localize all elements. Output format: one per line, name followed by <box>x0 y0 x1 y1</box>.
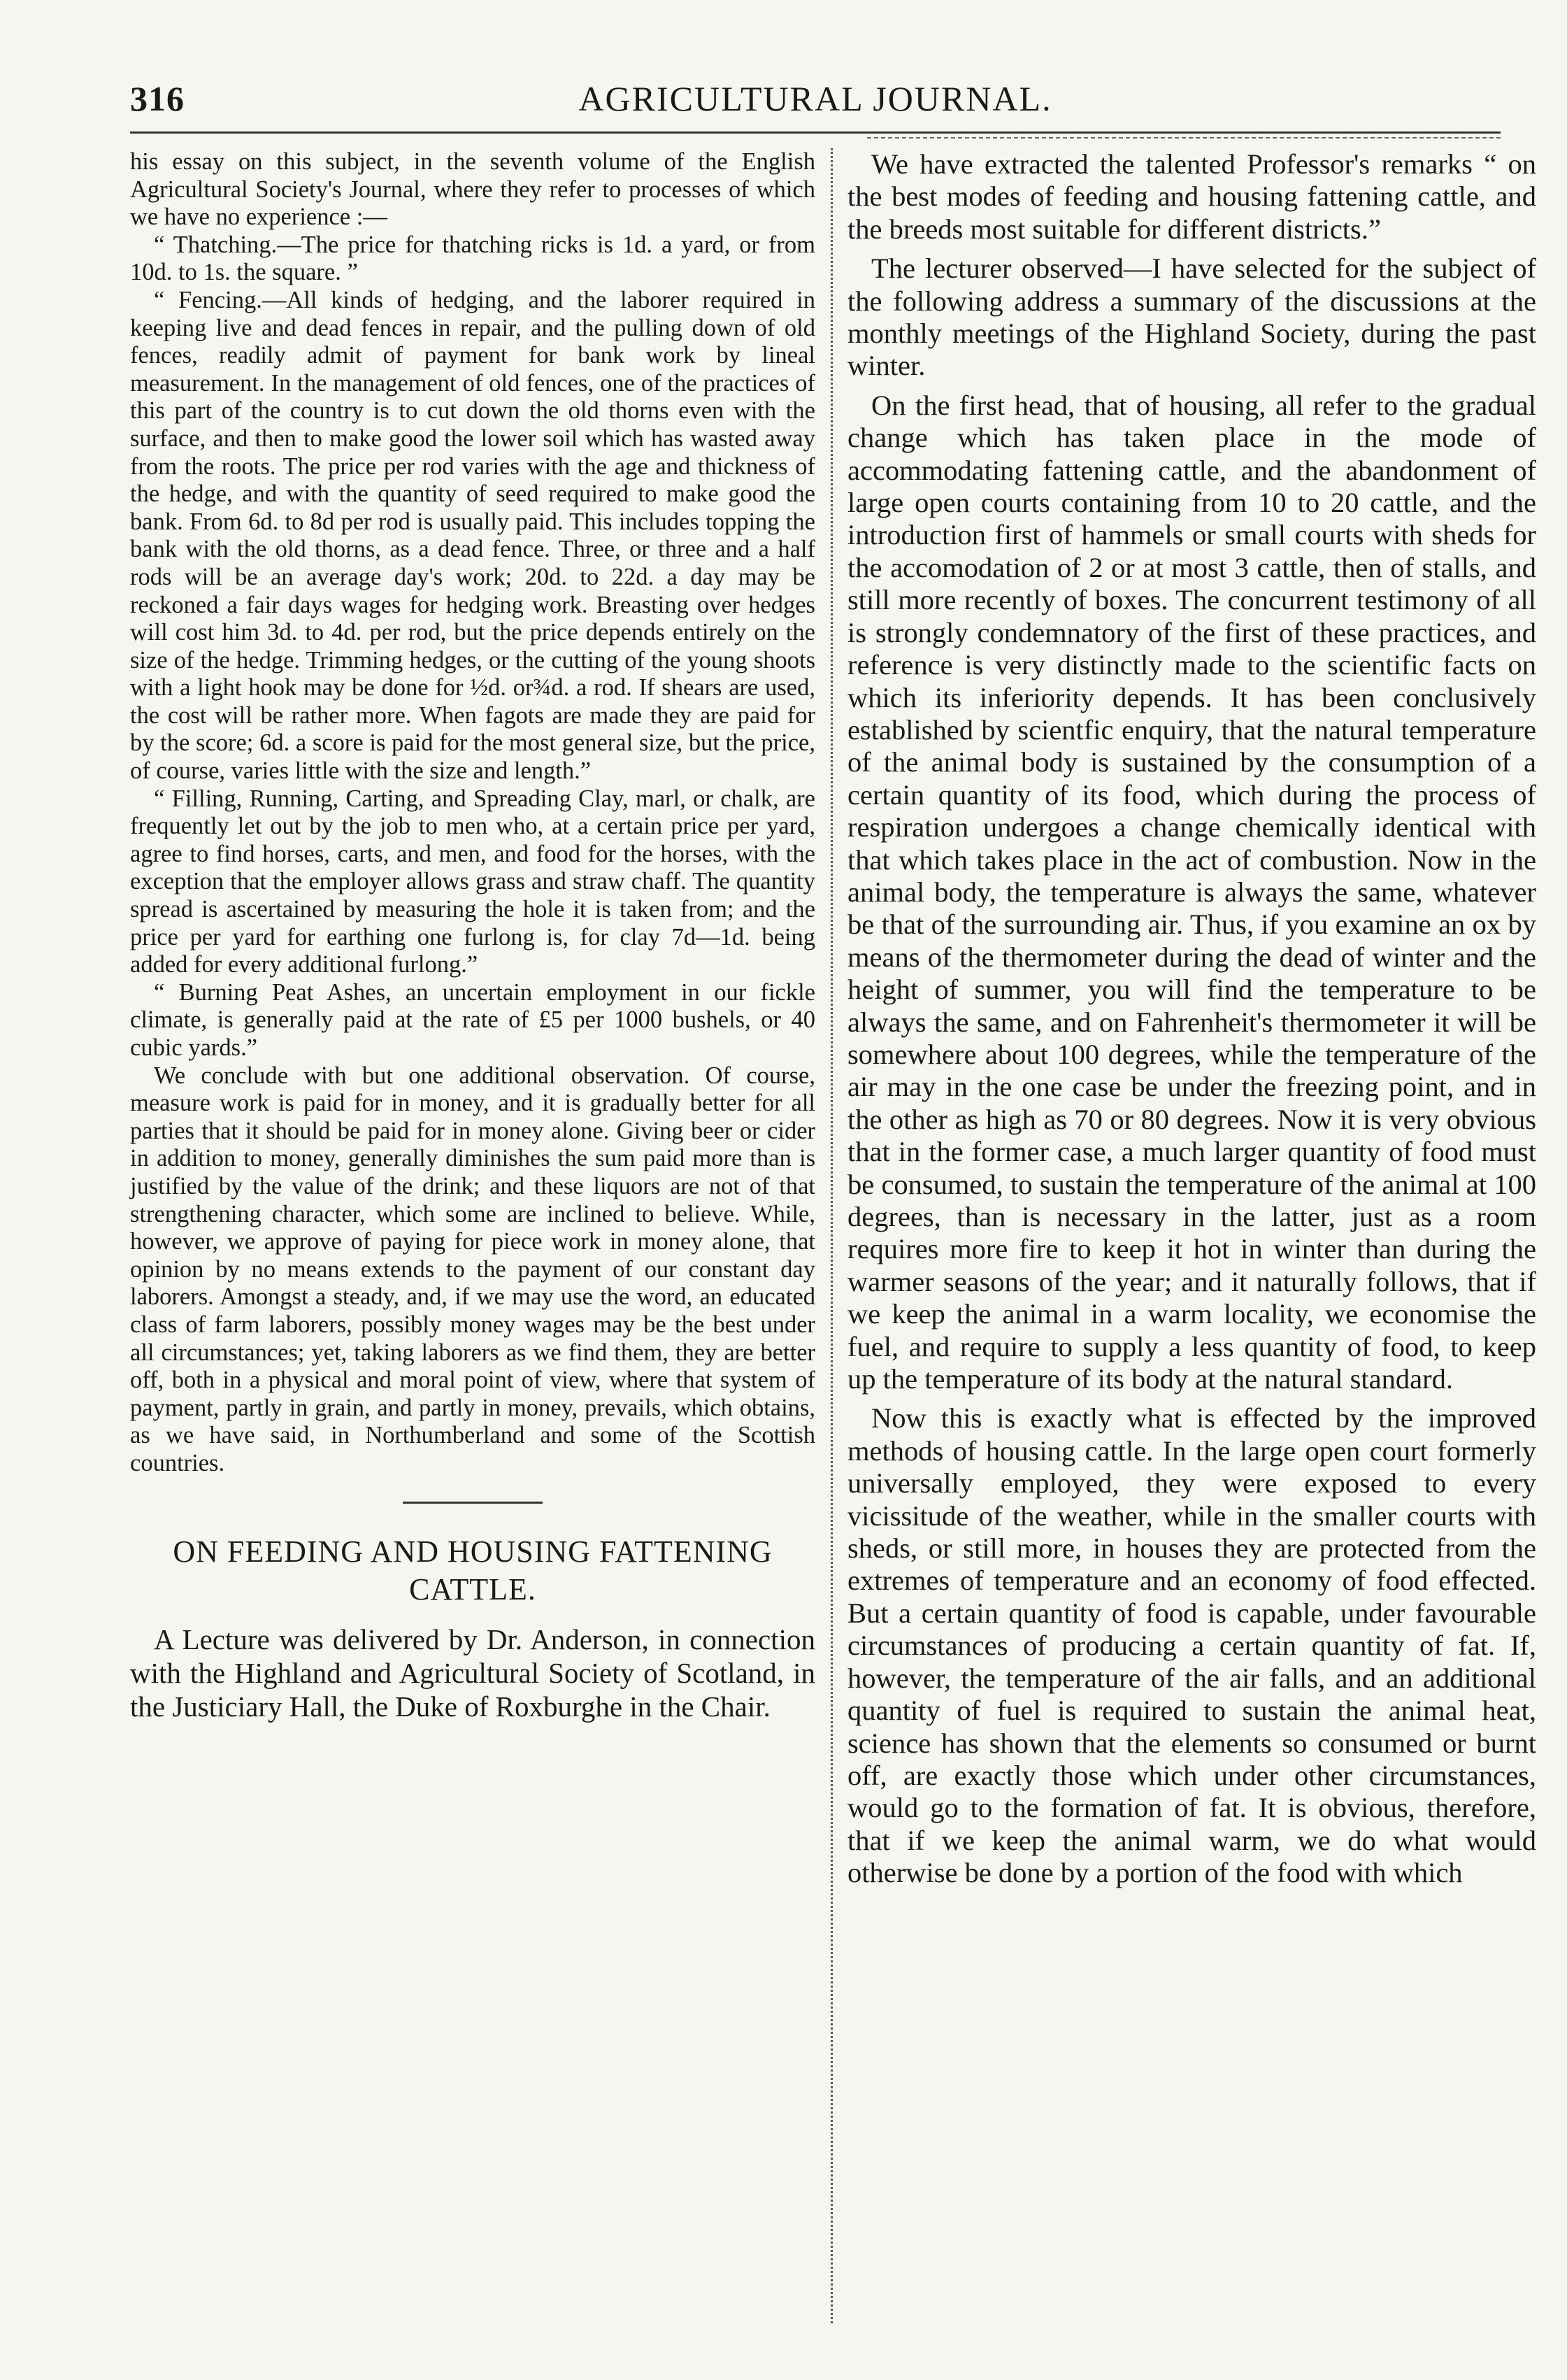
lecture-intro: A Lecture was delivered by Dr. Anderson, in connection with the Highland and Agricultural Society of Scotland, in the Justiciary Hall, the Duke of Roxburghe in the Chair. <box>130 1623 815 1723</box>
running-title: AGRICULTURAL JOURNAL. <box>578 79 1052 118</box>
paragraph: “ Thatching.—The price for thatching ricks is 1d. a yard, or from 10d. to 1s. the square. ” <box>130 231 815 286</box>
paragraph: “ Fencing.—All kinds of hedging, and the laborer required in keeping live and dead fences in repair, and the pulling down of old fences, readily admit of payment for bank work by lineal measurement. In the management of old fences, one of the practices of this part of the country is to cut down the old thorns even with the surface, and then to make good the lower soil which has wasted away from the roots. The price per rod varies with the age and thickness of the hedge, and with the quantity of seed required to make good the bank. From 6d. to 8d per rod is usually paid. This includes topping the bank with the old thorns, as a dead fence. Three, or three and a half rods will be an average day's work; 20d. to 22d. a day may be reckoned a fair days wages for hedging work. Breasting over hedges will cost him 3d. to 4d. per rod, but the price depends entirely on the size of the hedge. Trimming hedges, or the cutting of the young shoots with a light hook may be done for ½d. or¾d. a rod. If shears are used, the cost will be rather more. When fagots are made they are paid for by the score; 6d. a score is paid for the most general size, but the price, of course, varies little with the size and length.” <box>130 286 815 785</box>
section-title: ON FEEDING AND HOUSING FATTENING CATTLE. <box>173 1534 773 1606</box>
section-divider <box>403 1502 543 1504</box>
header-rule <box>130 131 1501 134</box>
column-divider <box>831 148 833 2323</box>
paragraph: We conclude with but one additional observation. Of course, measure work is paid for in money, and it is gradually better for all parties that it should be paid for in money alone. Giving beer or cider in addition to money, generally diminishes the sum paid more than is justified by the value of the drink; and these liquors are not of that strengthening character, which some are inclined to believe. While, however, we approve of paying for piece work in money alone, that opinion by no means extends to the payment of our constant day laborers. Amongst a steady, and, if we may use the word, an educated class of farm laborers, possibly money wages may be the best under all circumstances; yet, taking laborers as we find them, they are better off, both in a physical and moral point of view, where that system of payment, partly in grain, and partly in money, prevails, which obtains, as we have said, in Northumberland and some of the Scottish countries. <box>130 1062 815 1476</box>
paragraph: On the first head, that of housing, all refer to the gradual change which has taken place in the mode of accommodating fattening cattle, and the abandonment of large open courts containing from 10 to 20 cattle, and the introduction first of hammels or small courts with sheds for the accomodation of 2 or at most 3 cattle, then of stalls, and still more recently of boxes. The concurrent testimony of all is strongly condemnatory of the first of these practices, and reference is very distinctly made to the scientific facts on which its inferiority depends. It has been conclusively established by scientfic enquiry, that the natural temperature of the animal body is sustained by the consumption of a certain quantity of its food, which during the process of respiration undergoes a change chemically identical with that which takes place in the act of combustion. Now in the animal body, the temperature is always the same, whatever be that of the surrounding air. Thus, if you examine an ox by means of the thermometer during the dead of winter and the height of summer, you will find the temperature to be always the same, and on Fahrenheit's thermometer it will be somewhere about 100 degrees, while the temperature of the air may in the one case be under the freezing point, and in the other as high as 70 or 80 degrees. Now it is very obvious that in the former case, a much larger quantity of food must be consumed, to sustain the temperature of the animal at 100 degrees, than is necessary in the latter, just as a room requires more fire to keep it hot in winter than during the warmer seasons of the year; and it naturally follows, that if we keep the animal in a warm locality, we economise the fuel, and require to supply a less quantity of food, to keep up the temperature of its body at the natural standard. <box>847 389 1536 1395</box>
left-column <box>130 148 815 1723</box>
page-header <box>130 78 1501 127</box>
paragraph: his essay on this subject, in the seventh volume of the English Agricultural Society's Journal, where they refer to processes of which we have no experience :— <box>130 148 815 231</box>
header-rule-dashed <box>867 137 1501 138</box>
page-number: 316 <box>130 79 185 118</box>
paragraph: “ Burning Peat Ashes, an uncertain employment in our fickle climate, is generally paid at the rate of £5 per 1000 bushels, or 40 cubic yards.” <box>130 978 815 1061</box>
paragraph: The lecturer observed—I have selected for the subject of the following address a summary of the discussions at the monthly meetings of the Highland Society, during the past winter. <box>847 252 1536 382</box>
paragraph: “ Filling, Running, Carting, and Spreading Clay, marl, or chalk, are frequently let out by the job to men who, at a certain price per yard, agree to find horses, carts, and men, and food for the horses, with the exception that the employer allows grass and straw chaff. The quantity spread is ascertained by measuring the hole it is taken from; and the price per yard for earthing one furlong is, for clay 7d—1d. being added for every additional furlong.” <box>130 785 815 978</box>
paragraph: Now this is exactly what is effected by the improved methods of housing cattle. In the large open court formerly universally employed, they were exposed to every vicissitude of the weather, while in the smaller courts with sheds, or still more, in houses they are protected from the extremes of temperature and an economy of food effected. But a certain quantity of food is capable, under favourable circumstances of producing a certain quantity of fat. If, however, the temperature of the air falls, and an additional quantity of fuel is required to sustain the animal heat, science has shown that the elements so consumed or burnt off, are exactly those which under other circumstances, would go to the formation of fat. It is obvious, therefore, that if we keep the animal warm, we do what would otherwise be done by a portion of the food with which <box>847 1402 1536 1889</box>
right-column <box>847 148 1536 1897</box>
paragraph: We have extracted the talented Professor's remarks “ on the best modes of feeding and housing fattening cattle, and the breeds most suitable for different districts.” <box>847 148 1536 245</box>
